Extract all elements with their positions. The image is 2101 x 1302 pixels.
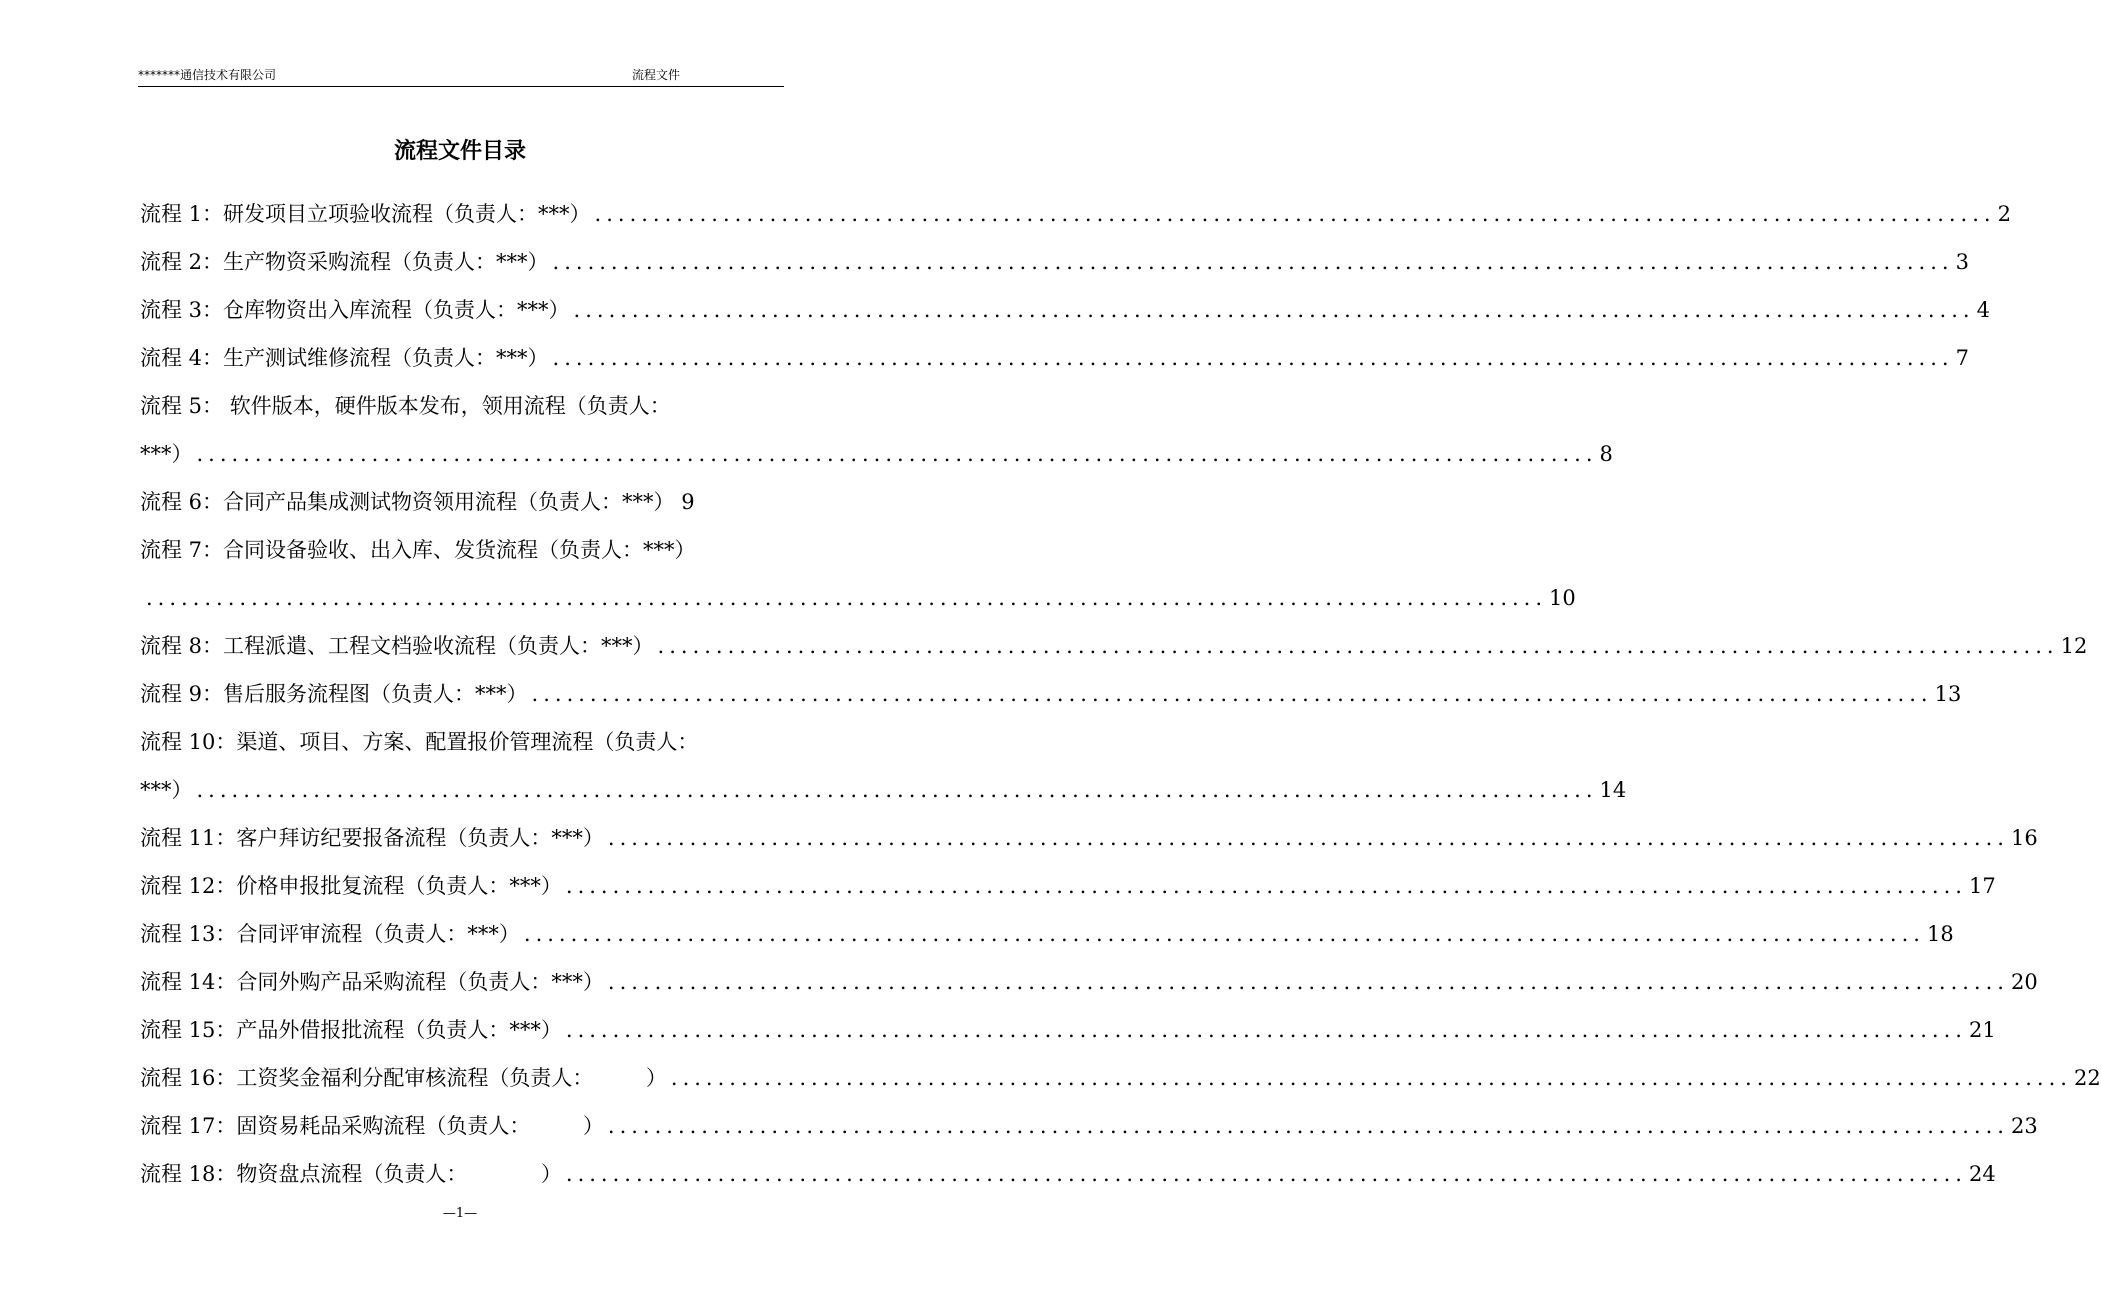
toc-entry-text: 流程 18：物资盘点流程（负责人： ） — [140, 1162, 562, 1186]
toc-entry-text: 流程 2：生产物资采购流程（负责人：***） — [140, 250, 549, 274]
toc-leader-dots: ........................................................................................................................ — [531, 682, 1933, 706]
toc-entry-text: ***） — [140, 442, 193, 466]
toc-leader-dots: ........................................................................................................................ — [565, 1162, 1967, 1186]
toc-entry-text: 流程 14：合同外购产品采购流程（负责人：***） — [140, 970, 604, 994]
toc-page-number: 24 — [1968, 1162, 1996, 1186]
toc-entry-text: 流程 3：仓库物资出入库流程（负责人：***） — [140, 298, 570, 322]
toc-entry[interactable] — [140, 190, 2011, 238]
header-company: *******通信技术有限公司 — [138, 68, 277, 82]
toc-entry[interactable] — [140, 382, 780, 430]
toc-entry-text: 流程 8：工程派遣、工程文档验收流程（负责人：***） — [140, 634, 654, 658]
toc-leader-dots: ........................................................................................................................ — [552, 346, 1954, 370]
toc-entry[interactable] — [140, 430, 1613, 478]
toc-leader-dots: ........................................................................................................................ — [146, 586, 1548, 610]
toc-page-number: 14 — [1599, 778, 1627, 802]
toc-entry[interactable] — [140, 1006, 1996, 1054]
toc-entry-text: 流程 9：售后服务流程图（负责人：***） — [140, 682, 528, 706]
toc-page-number: 2 — [1997, 202, 2011, 226]
toc-leader-dots: ........................................................................................................................ — [196, 442, 1598, 466]
toc-entry[interactable] — [140, 862, 1996, 910]
toc-entry[interactable] — [140, 1150, 1996, 1198]
toc-leader-dots: ........................................................................................................................ — [196, 778, 1598, 802]
page-title: 流程文件目录 — [393, 139, 526, 164]
toc-entry[interactable] — [140, 718, 780, 766]
toc-page-number: 12 — [2060, 634, 2088, 658]
toc-entry[interactable] — [140, 286, 1990, 334]
toc-list — [140, 190, 2101, 1198]
toc-page-number: 7 — [1955, 346, 1969, 370]
toc-entry[interactable] — [140, 526, 780, 574]
toc-entry-text: 流程 11：客户拜访纪要报备流程（负责人：***） — [140, 826, 604, 850]
toc-leader-dots: ........................................................................................................................ — [523, 922, 1925, 946]
toc-page-number: 20 — [2010, 970, 2038, 994]
toc-entry-text: 流程 7：合同设备验收、出入库、发货流程（负责人：***） — [140, 538, 696, 562]
toc-entry-text: 流程 4：生产测试维修流程（负责人：***） — [140, 346, 549, 370]
toc-leader-dots: ........................................................................................................................ — [607, 826, 2009, 850]
toc-entry[interactable] — [140, 958, 2038, 1006]
header-doc-type: 流程文件 — [632, 68, 681, 82]
toc-entry-text: ***） — [140, 778, 193, 802]
toc-entry[interactable] — [140, 238, 1969, 286]
toc-entry-text: 流程 5： 软件版本，硬件版本发布，领用流程（负责人： — [140, 394, 671, 418]
toc-entry[interactable] — [140, 814, 2038, 862]
toc-entry-text: 流程 13：合同评审流程（负责人：***） — [140, 922, 520, 946]
toc-entry[interactable] — [140, 1102, 2038, 1150]
toc-entry-text: 流程 17：固资易耗品采购流程（负责人： ） — [140, 1114, 604, 1138]
toc-page-number: 8 — [1599, 442, 1613, 466]
toc-entry-text: 流程 6：合同产品集成测试物资领用流程（负责人：***） 9 — [140, 490, 695, 514]
toc-entry[interactable] — [140, 766, 1627, 814]
toc-entry[interactable] — [140, 670, 1962, 718]
toc-leader-dots: ........................................................................................................................ — [594, 202, 1996, 226]
toc-entry[interactable] — [140, 574, 1576, 622]
toc-page-number: 23 — [2010, 1114, 2038, 1138]
toc-entry-text: 流程 12：价格申报批复流程（负责人：***） — [140, 874, 562, 898]
toc-page-number: 16 — [2010, 826, 2038, 850]
toc-leader-dots: ........................................................................................................................ — [657, 634, 2059, 658]
page-header — [138, 66, 784, 87]
toc-entry[interactable] — [140, 910, 1954, 958]
toc-entry-text: 流程 16：工资奖金福利分配审核流程（负责人： ） — [140, 1066, 667, 1090]
toc-entry-text: 流程 1：研发项目立项验收流程（负责人：***） — [140, 202, 591, 226]
toc-page-number: 21 — [1968, 1018, 1996, 1042]
toc-leader-dots: ........................................................................................................................ — [565, 1018, 1967, 1042]
toc-page-number: 17 — [1968, 874, 1996, 898]
toc-page-number: 4 — [1976, 298, 1990, 322]
page-number: —1— — [442, 1206, 478, 1221]
toc-page-number: 18 — [1926, 922, 1954, 946]
toc-leader-dots: ........................................................................................................................ — [565, 874, 1967, 898]
toc-page-number: 13 — [1934, 682, 1962, 706]
toc-leader-dots: ........................................................................................................................ — [607, 1114, 2009, 1138]
toc-leader-dots: ........................................................................................................................ — [607, 970, 2009, 994]
toc-entry[interactable] — [140, 478, 780, 526]
toc-page-number: 10 — [1549, 586, 1576, 610]
toc-leader-dots: ........................................................................................................................ — [552, 250, 1954, 274]
toc-leader-dots: ........................................................................................................................ — [573, 298, 1975, 322]
toc-entry-text: 流程 10：渠道、项目、方案、配置报价管理流程（负责人： — [140, 730, 699, 754]
toc-entry[interactable] — [140, 334, 1969, 382]
toc-entry-text: 流程 15：产品外借报批流程（负责人：***） — [140, 1018, 562, 1042]
toc-page-number: 22 — [2073, 1066, 2101, 1090]
toc-entry[interactable] — [140, 1054, 2101, 1102]
toc-page-number: 3 — [1955, 250, 1969, 274]
toc-leader-dots: ........................................................................................................................ — [670, 1066, 2072, 1090]
toc-entry[interactable] — [140, 622, 2088, 670]
